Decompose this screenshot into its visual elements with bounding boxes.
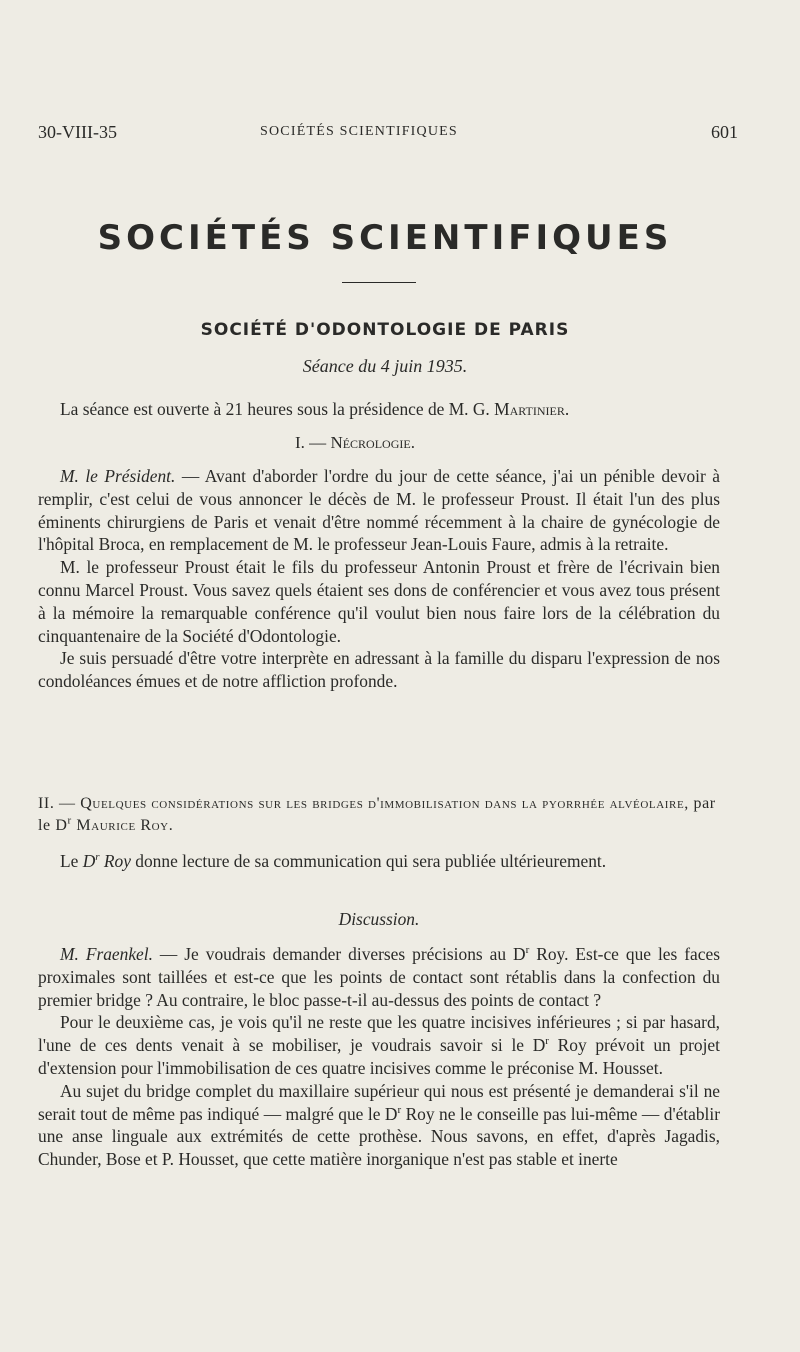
necrology-paragraph-1 <box>38 465 720 556</box>
page-title: SOCIÉTÉS SCIENTIFIQUES <box>97 218 673 258</box>
discussion-paragraph-2 <box>38 1011 720 1079</box>
speaker-president: M. le Président. <box>60 466 176 486</box>
necrology-paragraph-3: Je suis persuadé d'être votre interprète en adressant à la famille du disparu l'expression de nos condoléances émues et de notre affliction profonde. <box>38 648 720 692</box>
reading-note <box>38 850 720 873</box>
society-heading: SOCIÉTÉ D'ODONTOLOGIE DE PARIS <box>200 320 570 340</box>
discussion-sup-3: r <box>397 1103 402 1116</box>
running-head <box>38 122 738 152</box>
reading-prefix: Le <box>60 851 83 871</box>
section-1-title: Nécrologie. <box>330 433 415 452</box>
opening-block <box>38 398 720 421</box>
discussion-p1a: — Je voudrais demander diverses précisions au D <box>152 944 526 964</box>
title-divider <box>342 282 416 283</box>
discussion-sup-1: r <box>525 944 530 957</box>
discussion-p3b: Roy ne le conseille pas lui-même — d'établir une anse linguale aux extrémités de cette prothèse. Nous savons, en effet, d'après Jagadis, Chunder, Bose et P. Housset, que cette matière inorganique n'est pas stable et inerte <box>38 1103 720 1170</box>
necrology-text <box>38 465 720 693</box>
reading-dr-sup: r <box>95 851 100 864</box>
session-date: Séance du 4 juin 1935. <box>302 356 468 376</box>
discussion-p1b: Roy. Est-ce que les faces proximales sont taillées et est-ce que les points de contact sont rétablis dans la confection du premier bridge ? Au contraire, le bloc passe-t-il au-dessus des points de contact ? <box>38 944 720 1010</box>
reading-dr: D <box>82 851 96 871</box>
discussion-sup-2: r <box>545 1035 549 1048</box>
header-date: 30-VIII-35 <box>38 122 117 142</box>
discussion-heading: Discussion. <box>338 909 420 929</box>
opening-text: La séance est ouverte à 21 heures sous la présidence de M. G. <box>60 399 495 419</box>
discussion-p2a: Pour le deuxième cas, je vois qu'il ne reste que les quatre incisives inférieures ; si par hasard, l'une de ces dents venait à se mobiliser, je voudrais savoir si le D <box>38 1012 720 1056</box>
header-running-title: SOCIÉTÉS SCIENTIFIQUES <box>260 124 458 139</box>
necrology-p1-text: — Avant d'aborder l'ordre du jour de cette séance, j'ai un pénible devoir à remplir, c'est celui de vous annoncer le décès de M. le professeur Proust. Il était l'un des plus éminents chirurgiens de Paris et venait d'être nommé récemment à la chaire de gynécologie de l'hôpital Broca, en remplacement de M. le professeur Jean-Louis Faure, admis à la retraite. <box>38 466 720 555</box>
section-2-number: II. — <box>38 795 76 812</box>
discussion-p3a: Au sujet du bridge complet du maxillaire supérieur qui nous est présenté je demanderai s'il ne serait tout de même pas indiqué — malgré que le D <box>38 1080 720 1124</box>
page-number: 601 <box>711 122 738 142</box>
speaker-fraenkel: M. Fraenkel. <box>60 944 153 964</box>
section-1-heading <box>38 432 720 455</box>
reading-text: donne lecture de sa communication qui sera publiée ultérieurement. <box>130 851 607 871</box>
discussion-text <box>38 943 720 1171</box>
section-2-author: Maurice Roy. <box>76 817 174 834</box>
opening-line <box>38 398 720 421</box>
reading-paragraph <box>38 850 720 873</box>
discussion-p2b: Roy prévoit un projet d'extension pour l'immobilisation de ces quatre incisives comme le préconise M. Housset. <box>38 1035 720 1078</box>
section-2-title: Quelques considérations sur les bridges d'immobilisation dans la pyorrhée alvéolaire, <box>80 795 689 812</box>
president-name: Martinier. <box>494 399 570 419</box>
discussion-paragraph-3 <box>38 1080 720 1171</box>
section-2-by: par le D <box>38 795 716 834</box>
section-1-number: I. — <box>295 433 327 452</box>
section-2-heading <box>38 793 720 837</box>
reading-name: Roy <box>99 851 131 871</box>
discussion-paragraph-1 <box>38 943 720 1011</box>
necrology-paragraph-2: M. le professeur Proust était le fils du professeur Antonin Proust et frère de l'écrivain bien connu Marcel Proust. Vous savez quels étaient ses dons de conférencier et vous avez tous présent à la mémoire la remarquable conférence qu'il voulut bien nous faire lors de la célébration du cinquantenaire de la Société d'Odontologie. <box>38 557 720 646</box>
section-2-dr-sup: r <box>67 814 72 827</box>
